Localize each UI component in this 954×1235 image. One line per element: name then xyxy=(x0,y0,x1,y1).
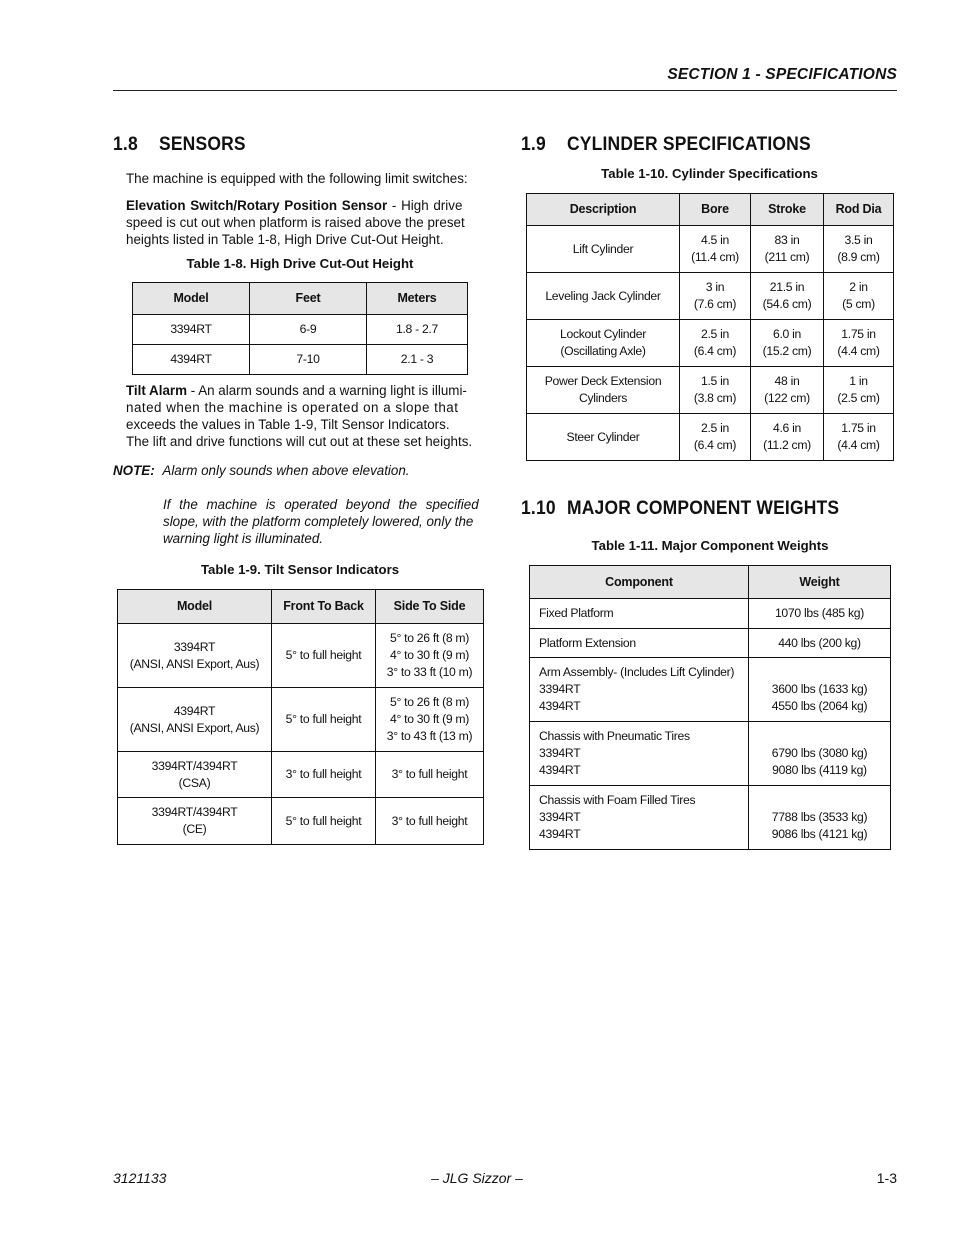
table10-cell: 48 in xyxy=(774,374,800,388)
note xyxy=(113,462,410,479)
table8-cell: 4394RT xyxy=(133,345,250,375)
table8-cell: 6-9 xyxy=(250,315,367,345)
table9-cell: 4° to 30 ft (9 m) xyxy=(389,648,470,662)
sensors-intro: The machine is equipped with the following limit switches: xyxy=(126,171,468,186)
table11-cell: 3394RT xyxy=(539,746,581,760)
table10-cell: 2 in xyxy=(849,280,868,294)
table-row xyxy=(133,315,468,345)
table9-cell: 3° to 43 ft (13 m) xyxy=(386,729,473,743)
cylinders-heading xyxy=(521,134,811,156)
table11-cell: 7788 lbs (3533 kg) xyxy=(771,810,868,824)
table10-header-stroke: Stroke xyxy=(751,194,824,226)
table8 xyxy=(132,282,468,375)
note-label: NOTE: xyxy=(113,463,155,478)
elevation-paragraph xyxy=(126,197,489,248)
table8-cell: 2.1 - 3 xyxy=(367,345,468,375)
table10-cell: 6.0 in xyxy=(772,327,801,341)
footer-page-number: 1-3 xyxy=(876,1170,897,1186)
table11-cell: 3600 lbs (1633 kg) xyxy=(771,682,868,696)
table-row xyxy=(527,414,894,461)
table10-cell: (8.9 cm) xyxy=(837,250,880,264)
sensors-title: SENSORS xyxy=(159,134,246,155)
table9-cell: 3394RT/4394RT xyxy=(151,805,238,819)
table11-caption: Table 1-11. Major Component Weights xyxy=(591,538,829,553)
table9-cell: (ANSI, ANSI Export, Aus) xyxy=(129,656,260,671)
table11-cell: 1070 lbs (485 kg) xyxy=(749,599,891,629)
footer-center: – JLG Sizzor – xyxy=(431,1170,523,1186)
table10-cell: (5 cm) xyxy=(842,297,875,311)
table10-cell: 2.5 in xyxy=(700,421,729,435)
table11 xyxy=(529,565,891,850)
note-para-2: slope, with the platform completely lowered, only the xyxy=(163,514,474,529)
table10-cell: Lift Cylinder xyxy=(527,226,680,273)
table11-cell: Fixed Platform xyxy=(530,599,749,629)
table9-cell: 4394RT xyxy=(173,703,216,718)
note-para-1: If the machine is operated beyond the specified xyxy=(163,497,479,512)
table9-header-model: Model xyxy=(118,590,272,624)
table9-cell: 3° to 33 ft (10 m) xyxy=(386,665,473,679)
table11-cell: 440 lbs (200 kg) xyxy=(749,629,891,658)
table9 xyxy=(117,589,484,845)
table11-cell: 9086 lbs (4121 kg) xyxy=(771,827,868,841)
table10-header-bore: Bore xyxy=(680,194,751,226)
table9-cell: (CE) xyxy=(182,822,207,836)
table9-cell: 5° to 26 ft (8 m) xyxy=(389,631,470,645)
table11-cell: 6790 lbs (3080 kg) xyxy=(771,746,868,760)
header-rule xyxy=(113,90,897,91)
table10-cell: (11.4 cm) xyxy=(691,250,739,264)
table10-cell: (122 cm) xyxy=(764,391,810,405)
table-row xyxy=(530,658,891,722)
table10-cell: (Oscillating Axle) xyxy=(560,344,646,358)
table-row xyxy=(527,320,894,367)
table8-header-feet: Feet xyxy=(250,283,367,315)
table10-cell: 3.5 in xyxy=(844,233,873,247)
table9-header-front: Front To Back xyxy=(272,590,376,624)
table10-cell: (3.8 cm) xyxy=(693,391,737,405)
table10-cell: 4.5 in xyxy=(700,233,729,247)
table-row xyxy=(133,345,468,375)
table11-cell: Chassis with Pneumatic Tires xyxy=(539,729,690,743)
note-text: Alarm only sounds when above elevation. xyxy=(162,463,410,478)
tilt-label: Tilt Alarm xyxy=(126,383,188,398)
table-row xyxy=(118,798,484,845)
table11-cell: 3394RT xyxy=(539,810,581,824)
table10-cell: 1.75 in xyxy=(841,421,876,435)
sensors-number: 1.8 xyxy=(113,134,138,155)
table11-header-component: Component xyxy=(530,566,749,599)
table10-cell: (2.5 cm) xyxy=(837,391,880,405)
table11-cell: 4394RT xyxy=(539,827,581,841)
table10-cell: 1 in xyxy=(849,374,868,388)
table10-cell: 3 in xyxy=(705,280,725,294)
table9-cell: 5° to full height xyxy=(272,624,376,688)
tilt-paragraph xyxy=(126,382,489,450)
table9-cell: 3394RT xyxy=(173,639,216,654)
table-row xyxy=(530,599,891,629)
table10-cell: (4.4 cm) xyxy=(837,344,880,358)
table10-cell: Lockout Cylinder xyxy=(560,327,646,341)
table10-cell: 2.5 in xyxy=(700,327,729,341)
table-row xyxy=(530,786,891,850)
tilt-text-1: - An alarm sounds and a warning light is illumi- xyxy=(187,383,467,398)
table10-cell: (4.4 cm) xyxy=(837,438,880,452)
table10-cell: Leveling Jack Cylinder xyxy=(527,273,680,320)
tilt-text-4: The lift and drive functions will cut out at these set heights. xyxy=(126,434,473,449)
table11-header-weight: Weight xyxy=(749,566,891,599)
elevation-text-1: - High drive xyxy=(387,198,463,213)
table-row xyxy=(530,629,891,658)
cylinders-number: 1.9 xyxy=(521,134,546,155)
table10-cell: 4.6 in xyxy=(772,421,801,435)
table9-caption: Table 1-9. Tilt Sensor Indicators xyxy=(200,562,400,577)
table10-cell: 1.5 in xyxy=(700,374,729,388)
weights-number: 1.10 xyxy=(521,498,556,519)
table10-header-rod: Rod Dia xyxy=(824,194,894,226)
table9-cell: 3394RT/4394RT xyxy=(151,758,238,773)
table10-cell: (6.4 cm) xyxy=(693,438,737,452)
table10-cell: (54.6 cm) xyxy=(762,297,812,311)
table11-cell: 4550 lbs (2064 kg) xyxy=(771,699,868,713)
table10 xyxy=(526,193,894,461)
table8-header-meters: Meters xyxy=(367,283,468,315)
table10-cell: (211 cm) xyxy=(764,250,810,264)
table10-header-description: Description xyxy=(527,194,680,226)
table-row xyxy=(527,226,894,273)
table9-header-side: Side To Side xyxy=(376,590,484,624)
tilt-text-3: exceeds the values in Table 1-9, Tilt Sensor Indicators. xyxy=(126,417,450,432)
table-row xyxy=(118,688,484,752)
table10-caption: Table 1-10. Cylinder Specifications xyxy=(601,166,818,181)
table10-cell: (11.2 cm) xyxy=(763,438,811,452)
table8-header-model: Model xyxy=(133,283,250,315)
table9-cell: (ANSI, ANSI Export, Aus) xyxy=(129,720,260,735)
sensors-heading xyxy=(113,134,246,156)
table11-cell: 9080 lbs (4119 kg) xyxy=(772,763,867,777)
table9-cell: 3° to full height xyxy=(376,798,484,845)
table9-cell: (CSA) xyxy=(178,775,211,790)
table9-cell: 3° to full height xyxy=(272,752,376,798)
table-row xyxy=(527,367,894,414)
tilt-text-2: nated when the machine is operated on a slope that xyxy=(126,400,459,415)
note-paragraph xyxy=(163,496,489,547)
table11-cell: Arm Assembly- (Includes Lift Cylinder) xyxy=(539,665,735,679)
table10-cell: (15.2 cm) xyxy=(762,344,812,358)
table9-cell: 3° to full height xyxy=(376,752,484,798)
table10-cell: 21.5 in xyxy=(769,280,805,294)
table9-cell: 5° to full height xyxy=(272,798,376,845)
table8-cell: 3394RT xyxy=(133,315,250,345)
table10-cell: Cylinders xyxy=(578,391,628,405)
weights-heading xyxy=(521,498,839,520)
table10-cell: (7.6 cm) xyxy=(693,297,737,311)
table8-caption: Table 1-8. High Drive Cut-Out Height xyxy=(186,256,414,271)
elevation-text-2: speed is cut out when platform is raised above the preset xyxy=(126,215,465,230)
table11-cell: Platform Extension xyxy=(530,629,749,658)
table11-cell: 4394RT xyxy=(539,763,581,777)
table-row xyxy=(530,722,891,786)
elevation-text-3: heights listed in Table 1-8, High Drive Cut-Out Height. xyxy=(126,232,444,247)
table10-cell: 83 in xyxy=(774,233,800,247)
table9-cell: 4° to 30 ft (9 m) xyxy=(389,712,470,726)
cylinders-title: CYLINDER SPECIFICATIONS xyxy=(567,134,811,155)
table10-cell: Power Deck Extension xyxy=(544,374,662,388)
table10-cell: (6.4 cm) xyxy=(693,344,737,358)
table11-cell: Chassis with Foam Filled Tires xyxy=(539,793,696,807)
table9-cell: 5° to 26 ft (8 m) xyxy=(389,695,470,709)
elevation-label: Elevation Switch/Rotary Position Sensor xyxy=(126,198,388,213)
table10-cell: Steer Cylinder xyxy=(527,414,680,461)
table10-cell: 1.75 in xyxy=(841,327,876,341)
table11-cell: 4394RT xyxy=(539,699,581,713)
table8-cell: 7-10 xyxy=(250,345,367,375)
table-row xyxy=(527,273,894,320)
table8-cell: 1.8 - 2.7 xyxy=(367,315,468,345)
table-row xyxy=(118,752,484,798)
footer-doc-number: 3121133 xyxy=(113,1170,167,1186)
section-header-title: SECTION 1 - SPECIFICATIONS xyxy=(667,66,897,83)
table11-cell: 3394RT xyxy=(539,682,581,696)
table-row xyxy=(118,624,484,688)
table9-cell: 5° to full height xyxy=(272,688,376,752)
weights-title: MAJOR COMPONENT WEIGHTS xyxy=(567,498,840,519)
note-para-3: warning light is illuminated. xyxy=(163,531,324,546)
